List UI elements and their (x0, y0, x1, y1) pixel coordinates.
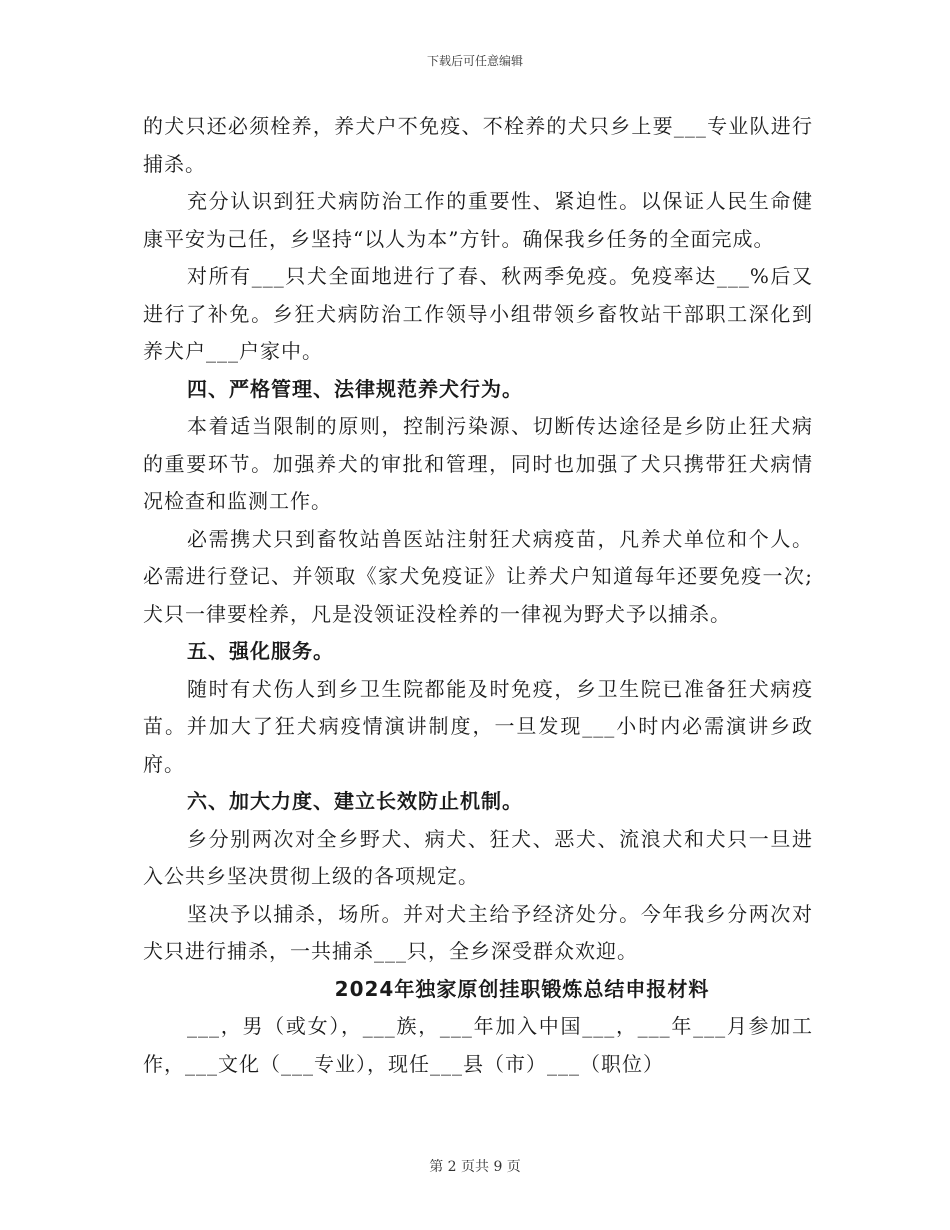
paragraph: ___，男（或女），___族，___年加入中国___，___年___月参加工作，___文化（___专业），现任___县（市）___（职位） (143, 1014, 813, 1076)
paragraph: 的犬只还必须栓养，养犬户不免疫、不栓养的犬只乡上要___专业队进行捕杀。 (143, 114, 813, 176)
paragraph: 乡分别两次对全乡野犬、病犬、狂犬、恶犬、流浪犬和犬只一旦进入公共乡坚决贯彻上级的各项规定。 (143, 826, 813, 888)
document-title: 2024年独家原创挂职锻炼总结申报材料 (334, 976, 710, 1001)
paragraph: 本着适当限制的原则，控制污染源、切断传达途径是乡防止狂犬病的重要环节。加强养犬的审批和管理，同时也加强了犬只携带狂犬病情况检查和监测工作。 (143, 414, 813, 513)
document-body (143, 108, 813, 1083)
section-heading: 五、强化服务。 (187, 639, 334, 663)
page-number: 第 2 页共 9 页 (429, 1159, 521, 1175)
paragraph: 充分认识到狂犬病防治工作的重要性、紧迫性。以保证人民生命健康平安为己任，乡坚持“以人为本”方针。确保我乡任务的全面完成。 (143, 189, 813, 251)
paragraph: 必需携犬只到畜牧站兽医站注射狂犬病疫苗，凡养犬单位和个人。必需进行登记、并领取《家犬免疫证》让养犬户知道每年还要免疫一次;犬只一律要栓养，凡是没领证没栓养的一律视为野犬予以捕杀。 (143, 526, 813, 626)
paragraph: 对所有___只犬全面地进行了春、秋两季免疫。免疫率达___%后又进行了补免。乡狂犬病防治工作领导小组带领乡畜牧站干部职工深化到养犬户___户家中。 (143, 264, 813, 363)
section-heading: 四、严格管理、法律规范养犬行为。 (187, 376, 523, 401)
paragraph: 随时有犬伤人到乡卫生院都能及时免疫，乡卫生院已准备狂犬病疫苗。并加大了狂犬病疫情演讲制度，一旦发现___小时内必需演讲乡政府。 (143, 676, 813, 776)
paragraph: 坚决予以捕杀，场所。并对犬主给予经济处分。今年我乡分两次对犬只进行捕杀，一共捕杀___只，全乡深受群众欢迎。 (143, 901, 813, 963)
section-heading: 六、加大力度、建立长效防止机制。 (187, 789, 523, 813)
page-header: 下载后可任意编辑 (426, 54, 523, 68)
